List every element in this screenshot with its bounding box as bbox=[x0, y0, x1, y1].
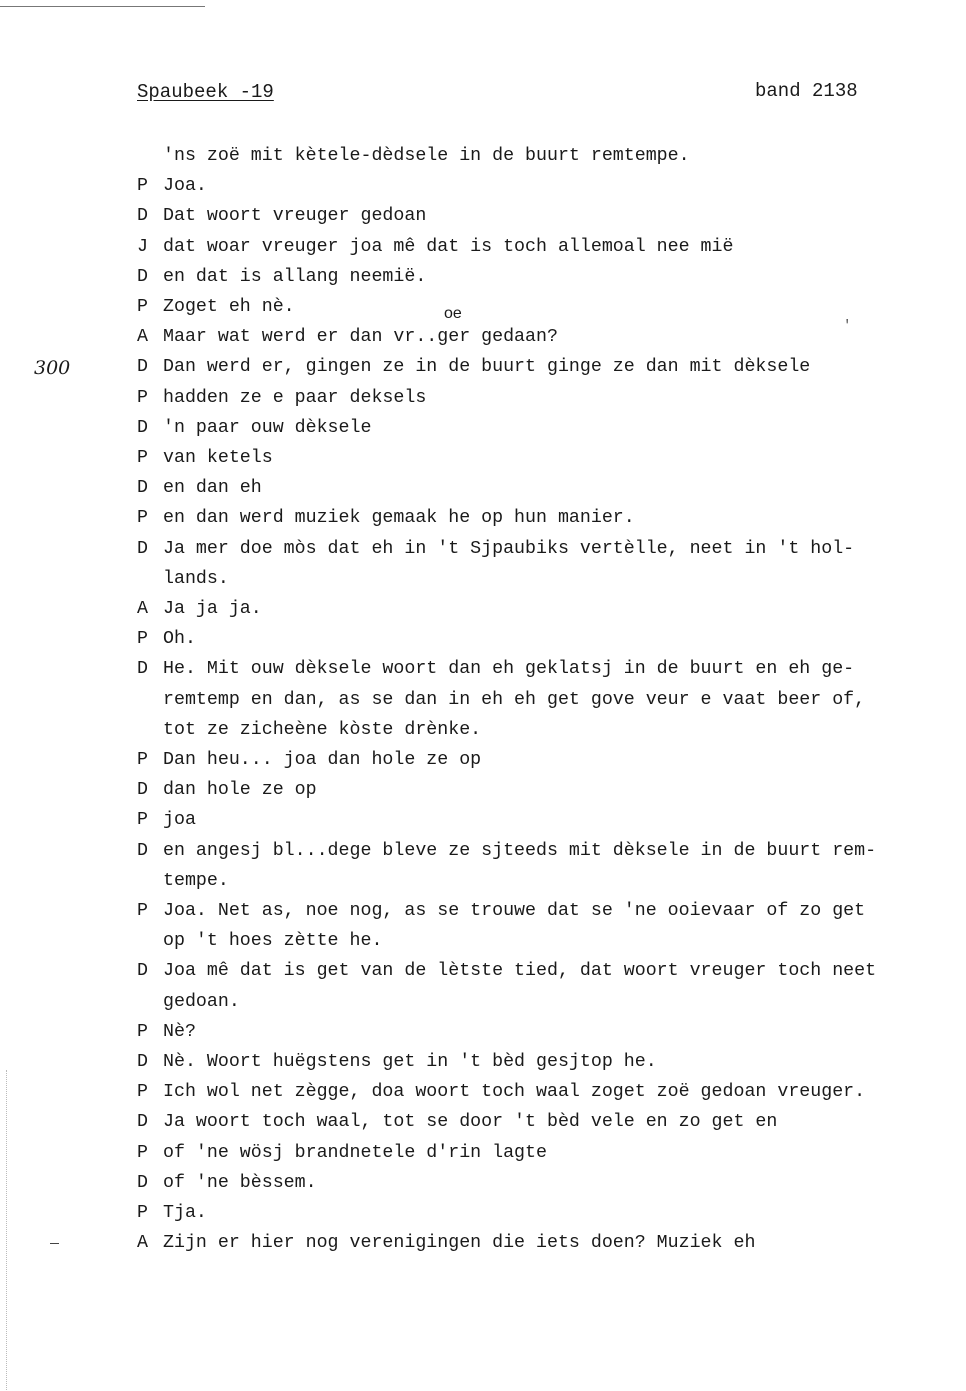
transcript-line bbox=[137, 836, 966, 866]
stray-mark: ' bbox=[843, 318, 852, 334]
speaker-label: D bbox=[137, 478, 148, 499]
utterance-text: of 'ne bèssem. bbox=[163, 1172, 317, 1193]
utterance-text: of 'ne wösj brandnetele d'rin lagte bbox=[163, 1142, 547, 1163]
utterance-text: remtemp en dan, as se dan in eh eh get gove veur e vaat beer of, bbox=[163, 689, 866, 710]
utterance-text: Joa mê dat is get van de lètste tied, dat woort vreuger toch neet bbox=[163, 961, 877, 982]
page-header-title: Spaubeek -19 bbox=[137, 81, 274, 103]
utterance-text: hadden ze e paar deksels bbox=[163, 387, 427, 408]
handwritten-insert: oe bbox=[444, 305, 462, 322]
utterance-text: He. Mit ouw dèksele woort dan eh geklatsj in de buurt en eh ge- bbox=[163, 659, 855, 680]
utterance-text: Zijn er hier nog verenigingen die iets doen? Muziek eh bbox=[163, 1233, 756, 1254]
utterance-text: op 't hoes zètte he. bbox=[163, 931, 383, 952]
utterance-text: Maar wat werd er dan vr..ger gedaan? bbox=[163, 327, 558, 348]
utterance-text: 'ns zoë mit kètele-dèdsele in de buurt remtempe. bbox=[163, 146, 690, 166]
transcript-line bbox=[137, 171, 966, 201]
speaker-label: P bbox=[137, 901, 148, 921]
utterance-text: joa bbox=[163, 810, 196, 831]
utterance-text: Zoget eh nè. bbox=[163, 297, 295, 317]
speaker-label: D bbox=[137, 1172, 148, 1193]
margin-counter-note: 300 bbox=[34, 357, 71, 379]
top-rule bbox=[0, 6, 205, 7]
transcript-line bbox=[137, 594, 966, 624]
transcript-line bbox=[137, 201, 966, 231]
transcript-line bbox=[137, 805, 966, 835]
speaker-label: A bbox=[137, 1233, 148, 1254]
utterance-text: Joa. Net as, noe nog, as se trouwe dat se 'ne ooievaar of zo get bbox=[163, 901, 866, 921]
utterance-text: Joa. bbox=[163, 176, 207, 197]
speaker-label: D bbox=[137, 357, 148, 378]
speaker-label: D bbox=[137, 206, 148, 227]
page-header-tape-number: band 2138 bbox=[755, 80, 858, 102]
utterance-text: Nè? bbox=[163, 1021, 196, 1042]
transcript-line bbox=[137, 715, 966, 745]
utterance-text: tempe. bbox=[163, 870, 229, 891]
utterance-text: en dan eh bbox=[163, 478, 262, 499]
speaker-label: D bbox=[137, 840, 148, 861]
binding-edge-marks bbox=[6, 1070, 9, 1390]
transcript-line bbox=[137, 262, 966, 292]
transcript-line bbox=[137, 896, 966, 926]
speaker-label: D bbox=[137, 780, 148, 801]
speaker-label: P bbox=[137, 1203, 148, 1223]
transcript-line bbox=[137, 624, 966, 654]
speaker-label: J bbox=[137, 236, 148, 257]
utterance-text: 'n paar ouw dèksele bbox=[163, 417, 372, 438]
transcript-line bbox=[137, 443, 966, 473]
transcript-line bbox=[137, 352, 966, 382]
speaker-label: P bbox=[137, 448, 148, 468]
margin-dash bbox=[50, 1243, 59, 1244]
transcript-line bbox=[137, 564, 966, 594]
utterance-text: tot ze zicheène kòste drènke. bbox=[163, 719, 482, 740]
transcript-line bbox=[137, 141, 966, 171]
utterance-text: Nè. Woort huëgstens get in 't bèd gesjtop he. bbox=[163, 1052, 657, 1072]
transcript-line bbox=[137, 292, 966, 322]
utterance-text: Ja woort toch waal, tot se door 't bèd vele en zo get en bbox=[163, 1112, 778, 1133]
speaker-label: P bbox=[137, 1082, 148, 1103]
speaker-label: D bbox=[137, 1052, 148, 1072]
transcript-line bbox=[137, 383, 966, 413]
transcript-line bbox=[137, 1198, 966, 1228]
speaker-label: D bbox=[137, 1112, 148, 1133]
speaker-label: P bbox=[137, 176, 148, 197]
speaker-label: D bbox=[137, 538, 148, 559]
speaker-label: A bbox=[137, 327, 148, 348]
transcript-line bbox=[137, 866, 966, 896]
transcript-line bbox=[137, 685, 966, 715]
speaker-label: P bbox=[137, 297, 148, 317]
utterance-text: Tja. bbox=[163, 1203, 207, 1223]
utterance-text: en angesj bl...dege bleve ze sjteeds mit dèksele in de buurt rem- bbox=[163, 840, 877, 861]
transcript-line bbox=[137, 322, 966, 352]
transcript-line bbox=[137, 1168, 966, 1198]
transcript-line bbox=[137, 503, 966, 533]
utterance-text: Ich wol net zègge, doa woort toch waal zoget zoë gedoan vreuger. bbox=[163, 1082, 866, 1103]
transcript-line bbox=[137, 534, 966, 564]
speaker-label: P bbox=[137, 750, 148, 770]
transcript-line bbox=[137, 413, 966, 443]
utterance-text: Ja ja ja. bbox=[163, 599, 262, 619]
speaker-label: D bbox=[137, 961, 148, 982]
speaker-label: P bbox=[137, 810, 148, 831]
utterance-text: dat woar vreuger joa mê dat is toch allemoal nee mië bbox=[163, 236, 734, 257]
utterance-text: Dan werd er, gingen ze in de buurt ginge ze dan mit dèksele bbox=[163, 357, 811, 378]
speaker-label: D bbox=[137, 266, 148, 287]
transcript-line bbox=[137, 926, 966, 956]
speaker-label: P bbox=[137, 387, 148, 408]
transcript-line bbox=[137, 1228, 966, 1258]
transcript-line bbox=[137, 1138, 966, 1168]
transcript-line bbox=[137, 1107, 966, 1137]
utterance-text: en dat is allang neemië. bbox=[163, 266, 427, 287]
transcript-line bbox=[137, 775, 966, 805]
transcript-line bbox=[137, 956, 966, 986]
utterance-text: gedoan. bbox=[163, 991, 240, 1012]
transcript-line bbox=[137, 473, 966, 503]
transcript-line bbox=[137, 232, 966, 262]
speaker-label: D bbox=[137, 417, 148, 438]
utterance-text: Ja mer doe mòs dat eh in 't Sjpaubiks vertèlle, neet in 't hol- bbox=[163, 538, 855, 559]
utterance-text: Dat woort vreuger gedoan bbox=[163, 206, 427, 227]
speaker-label: P bbox=[137, 508, 148, 529]
utterance-text: lands. bbox=[163, 568, 229, 589]
utterance-text: van ketels bbox=[163, 448, 273, 468]
speaker-label: A bbox=[137, 599, 148, 619]
speaker-label: P bbox=[137, 629, 148, 650]
transcript-line bbox=[137, 1047, 966, 1077]
utterance-text: dan hole ze op bbox=[163, 780, 317, 801]
transcript-line bbox=[137, 654, 966, 684]
transcript-line bbox=[137, 987, 966, 1017]
utterance-text: en dan werd muziek gemaak he op hun manier. bbox=[163, 508, 635, 529]
utterance-text: Oh. bbox=[163, 629, 196, 650]
transcript-line bbox=[137, 745, 966, 775]
utterance-text: Dan heu... joa dan hole ze op bbox=[163, 750, 482, 770]
speaker-label: P bbox=[137, 1142, 148, 1163]
speaker-label: P bbox=[137, 1021, 148, 1042]
speaker-label: D bbox=[137, 659, 148, 680]
transcript-line bbox=[137, 1077, 966, 1107]
transcript-line bbox=[137, 1017, 966, 1047]
